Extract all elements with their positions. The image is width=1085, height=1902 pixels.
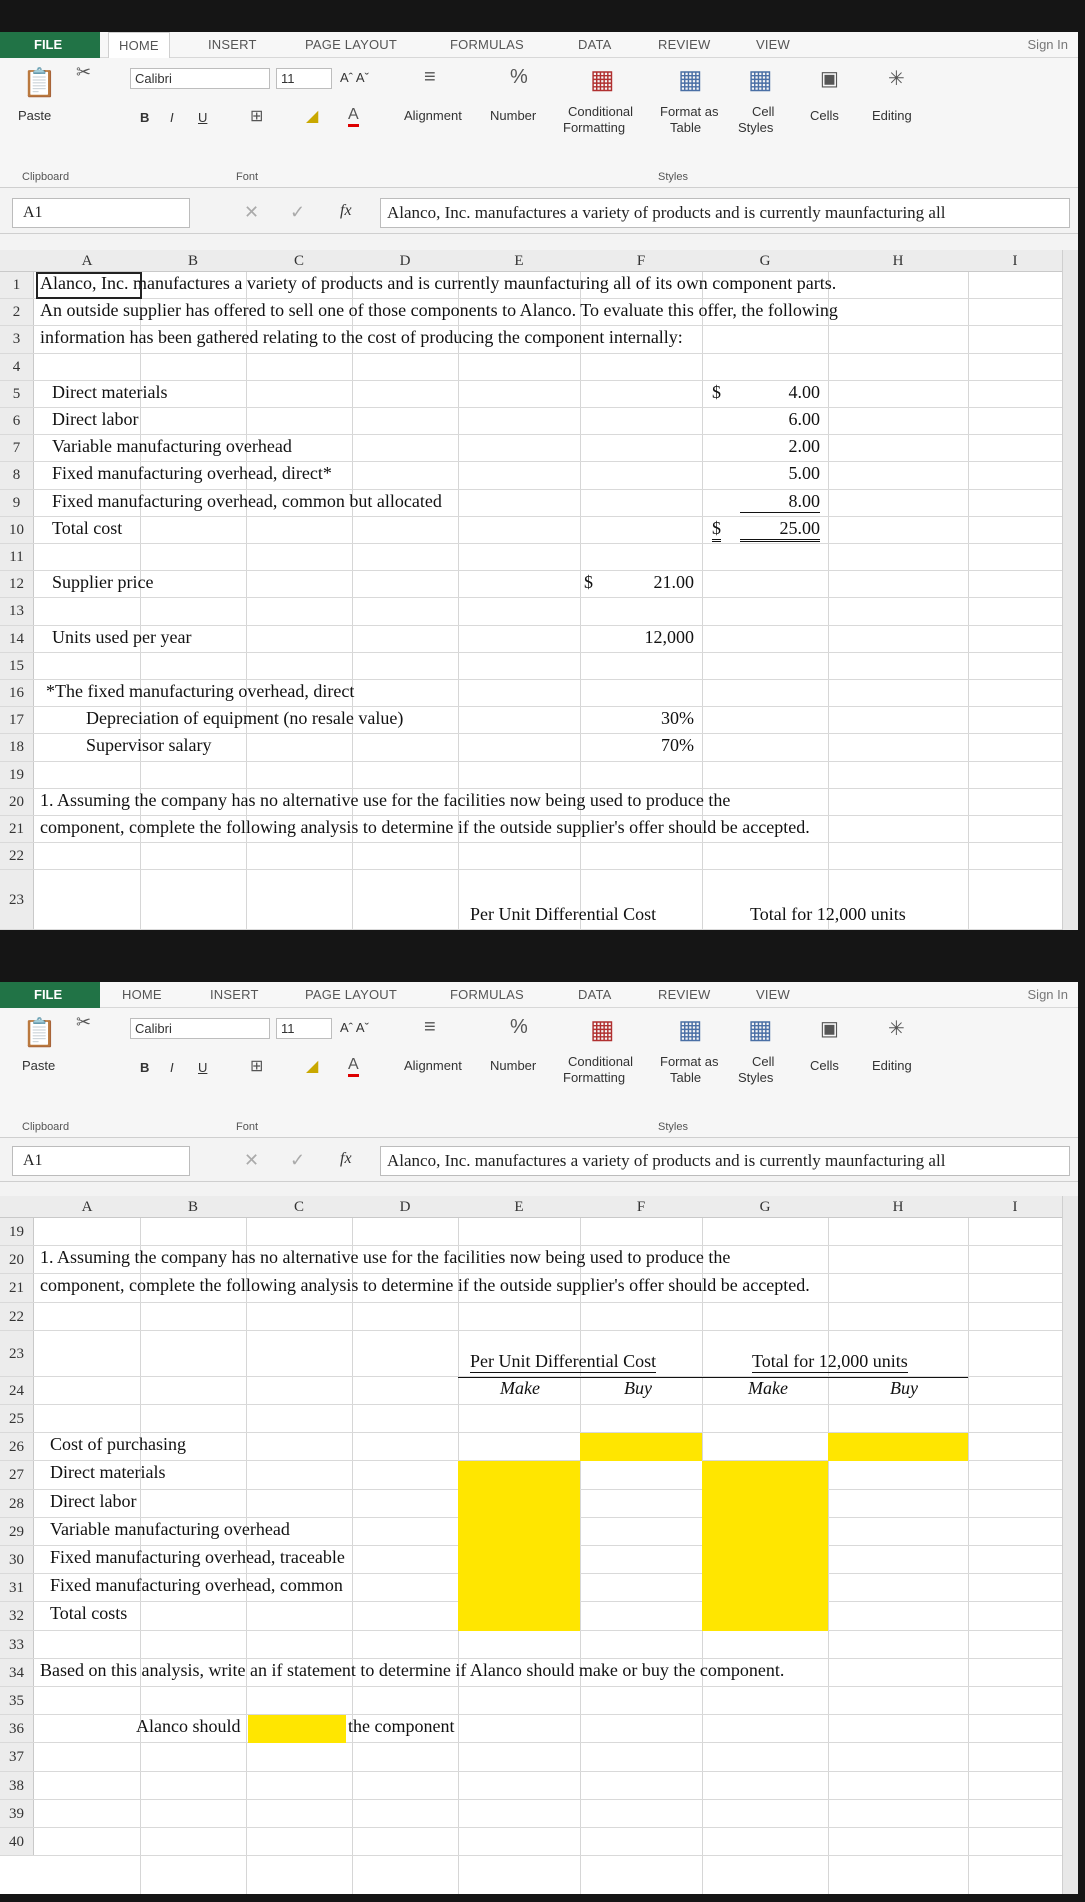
styles-group-label: Styles: [658, 1121, 688, 1133]
editing-button[interactable]: Editing: [872, 108, 912, 123]
tab-page-layout[interactable]: PAGE LAYOUT: [305, 987, 398, 1002]
sheet-row: [0, 544, 1062, 571]
cell-f18-value: 70%: [661, 735, 694, 756]
cell-f17-value: 30%: [661, 708, 694, 729]
row-header[interactable]: 30: [0, 1546, 34, 1573]
font-grow-shrink-button[interactable]: Aˆ Aˇ: [340, 1020, 369, 1035]
row-header[interactable]: 2: [0, 299, 34, 325]
editing-button[interactable]: Editing: [872, 1058, 912, 1073]
cells-icon[interactable]: ▣: [820, 68, 839, 90]
col-header-f[interactable]: F: [636, 1199, 646, 1215]
italic-button[interactable]: I: [170, 1060, 174, 1075]
col-header-e[interactable]: E: [514, 1199, 524, 1215]
cells-button[interactable]: Cells: [810, 1058, 839, 1073]
font-name-select[interactable]: Calibri: [130, 68, 270, 89]
clipboard-group-label: Clipboard: [22, 1121, 70, 1133]
cells-button[interactable]: Cells: [810, 108, 839, 123]
tab-insert[interactable]: INSERT: [210, 987, 259, 1002]
cell-a32-text: Total costs: [50, 1603, 128, 1624]
sign-in-link[interactable]: Sign In: [1027, 987, 1068, 1002]
formula-input[interactable]: Alanco, Inc. manufactures a variety of products and is currently maunfacturing all: [380, 1146, 1070, 1176]
cell-h6-value: 6.00: [788, 409, 820, 429]
file-tab[interactable]: FILE: [0, 982, 100, 1008]
input-cell-f26[interactable]: [580, 1433, 702, 1461]
cell-f12-dollar: $: [584, 572, 593, 593]
number-button[interactable]: Number: [490, 1058, 537, 1073]
sheet-row: [0, 272, 1062, 299]
cell-h7-value: 2.00: [788, 436, 820, 457]
cell-a27-text: Direct materials: [50, 1462, 166, 1483]
sheet-row: [0, 843, 1062, 870]
row-header[interactable]: 16: [0, 680, 34, 706]
sheet-row: [0, 1715, 1062, 1743]
col-header-i[interactable]: I: [1012, 1199, 1018, 1215]
cut-icon[interactable]: ✂: [76, 62, 92, 82]
sheet-row: [0, 462, 1062, 489]
cell-g24-make: Make: [748, 1377, 788, 1398]
alignment-button[interactable]: Alignment: [404, 1058, 462, 1073]
sheet-row: [0, 1303, 1062, 1331]
cell-b36-text: Alanco should: [136, 1716, 241, 1737]
row-header[interactable]: 24: [0, 1377, 34, 1404]
col-header-a[interactable]: A: [81, 253, 93, 269]
tab-page-layout[interactable]: PAGE LAYOUT: [305, 37, 398, 52]
sheet-row: [0, 517, 1062, 544]
cell-h5-value: 4.00: [788, 381, 820, 402]
font-size-select[interactable]: 11: [276, 68, 332, 89]
tab-data[interactable]: DATA: [578, 37, 612, 52]
binoculars-icon[interactable]: ✳: [888, 1018, 905, 1040]
cell-a5-text: Direct materials: [52, 381, 168, 402]
cell-a31-text: Fixed manufacturing overhead, common: [50, 1575, 343, 1596]
col-header-f[interactable]: F: [636, 253, 646, 269]
conditional-formatting-label2: Formatting: [563, 120, 626, 135]
input-range-g27-g32[interactable]: [702, 1461, 828, 1630]
sheet-row: [0, 571, 1062, 598]
cell-g23-header: Total for 12,000 units: [750, 904, 906, 925]
cell-g23-header: Total for 12,000 units: [752, 1350, 908, 1371]
col-header-c[interactable]: C: [293, 1199, 304, 1215]
sheet-row: [0, 1246, 1062, 1274]
row-header[interactable]: 5: [0, 381, 34, 407]
col-header-a[interactable]: A: [81, 1199, 93, 1215]
sheet-row: [0, 1743, 1062, 1771]
sheet-row: [0, 1377, 1062, 1405]
ribbon-tabs: [0, 32, 1078, 58]
col-header-i[interactable]: I: [1012, 253, 1018, 269]
row-header[interactable]: 36: [0, 1715, 34, 1742]
row-header[interactable]: 23: [0, 1331, 34, 1376]
formula-bar: [0, 194, 1078, 234]
row-header[interactable]: 35: [0, 1687, 34, 1714]
cell-a8-text: Fixed manufacturing overhead, direct*: [52, 463, 332, 484]
col-header-g[interactable]: G: [759, 253, 771, 269]
sheet-row: [0, 1274, 1062, 1302]
sheet-row: [0, 1800, 1062, 1828]
excel-window-top: [0, 32, 1078, 930]
cell-a34-text: Based on this analysis, write an if statement to determine if Alanco should make or buy the component.: [40, 1659, 785, 1680]
font-name-select[interactable]: Calibri: [130, 1018, 270, 1039]
cell-a21-text: component, complete the following analysis to determine if the outside supplier's offer should be accepted.: [40, 1275, 810, 1296]
sheet-row: [0, 734, 1062, 761]
ribbon-home: [0, 1008, 1078, 1138]
col-header-b[interactable]: B: [187, 1199, 198, 1215]
borders-icon[interactable]: ⊞: [250, 1058, 264, 1075]
row-header[interactable]: 10: [0, 517, 34, 543]
font-color-icon[interactable]: A: [348, 106, 359, 127]
cell-a26-text: Cost of purchasing: [50, 1434, 186, 1455]
sheet-row: [0, 626, 1062, 653]
cell-h10-value: 25.00: [740, 518, 820, 542]
col-header-h[interactable]: H: [892, 253, 904, 269]
row-header[interactable]: 19: [0, 762, 34, 788]
number-button[interactable]: Number: [490, 108, 537, 123]
font-color-icon[interactable]: A: [348, 1056, 359, 1077]
cell-e23-header: Per Unit Differential Cost: [470, 1350, 657, 1371]
sheet-row: [0, 1772, 1062, 1800]
cell-f14-value: 12,000: [644, 626, 694, 647]
conditional-formatting-icon[interactable]: ▦: [590, 64, 615, 94]
font-group-label: Font: [236, 171, 259, 183]
row-header[interactable]: 20: [0, 1246, 34, 1273]
cell-f12-value: 21.00: [653, 572, 694, 593]
sheet-row: [0, 326, 1062, 353]
row-header[interactable]: 29: [0, 1518, 34, 1545]
percent-icon[interactable]: %: [510, 1016, 528, 1038]
sheet-row: [0, 1405, 1062, 1433]
col-header-h[interactable]: H: [892, 1199, 904, 1215]
cell-a2-text: An outside supplier has offered to sell one of those components to Alanco. To evaluate this offer, the following: [40, 300, 838, 321]
cell-a16-text: *The fixed manufacturing overhead, direct: [46, 681, 355, 701]
sheet-row: [0, 381, 1062, 408]
alignment-button[interactable]: Alignment: [404, 108, 462, 123]
cell-a10-text: Total cost: [52, 517, 123, 538]
paste-icon[interactable]: 📋: [22, 1017, 57, 1048]
row-header[interactable]: 20: [0, 789, 34, 815]
cell-selection: [36, 272, 142, 299]
sheet-row: [0, 1687, 1062, 1715]
row-header[interactable]: 4: [0, 354, 34, 380]
cells-icon[interactable]: ▣: [820, 1018, 839, 1040]
row-header[interactable]: 21: [0, 1274, 34, 1301]
cell-styles-label2: Styles: [738, 1070, 774, 1085]
row-header[interactable]: 25: [0, 1405, 34, 1432]
cell-a20-text: 1. Assuming the company has no alternative use for the facilities now being used to produce the: [40, 1247, 731, 1268]
enter-icon[interactable]: ✓: [290, 202, 306, 222]
col-header-g[interactable]: G: [759, 1199, 771, 1215]
row-header[interactable]: 26: [0, 1433, 34, 1460]
row-header[interactable]: 38: [0, 1772, 34, 1799]
tab-view[interactable]: VIEW: [756, 987, 791, 1002]
fill-color-icon[interactable]: ◢: [306, 108, 319, 125]
sheet-row: [0, 1659, 1062, 1687]
tab-review[interactable]: REVIEW: [658, 987, 711, 1002]
sheet-row: [0, 789, 1062, 816]
cell-a18-text: Supervisor salary: [86, 735, 212, 756]
row-header[interactable]: 28: [0, 1490, 34, 1517]
cell-h24-buy: Buy: [890, 1377, 918, 1398]
cell-styles-icon[interactable]: ▦: [748, 64, 773, 94]
conditional-formatting-button[interactable]: Conditional: [568, 104, 634, 119]
col-header-b[interactable]: B: [187, 253, 198, 269]
styles-group-label: Styles: [658, 171, 688, 183]
sheet-row: [0, 490, 1062, 517]
cell-g10-dollar: $: [712, 518, 721, 542]
row-header[interactable]: 19: [0, 1218, 34, 1245]
bold-button[interactable]: B: [140, 1060, 150, 1075]
row-header[interactable]: 32: [0, 1602, 34, 1629]
name-box[interactable]: A1: [12, 198, 190, 228]
paste-button[interactable]: Paste: [18, 108, 52, 123]
format-as-table-icon[interactable]: ▦: [678, 1014, 703, 1044]
row-header[interactable]: 3: [0, 326, 34, 352]
sheet-row: [0, 1218, 1062, 1246]
row-header[interactable]: 17: [0, 707, 34, 733]
underline-button[interactable]: U: [198, 1060, 208, 1075]
sheet-row: [0, 653, 1062, 680]
paste-button[interactable]: Paste: [22, 1058, 56, 1073]
cell-h8-value: 5.00: [788, 463, 820, 484]
vertical-scrollbar[interactable]: [1062, 250, 1078, 930]
col-header-e[interactable]: E: [514, 253, 524, 269]
sign-in-link[interactable]: Sign In: [1027, 37, 1068, 52]
row-header[interactable]: 40: [0, 1828, 34, 1855]
excel-window-bottom: [0, 982, 1078, 1894]
tab-formulas[interactable]: FORMULAS: [450, 37, 524, 52]
row-header[interactable]: 13: [0, 598, 34, 624]
row-header[interactable]: 21: [0, 816, 34, 842]
cell-a6-text: Direct labor: [52, 409, 139, 429]
row-header[interactable]: 37: [0, 1743, 34, 1770]
tab-formulas[interactable]: FORMULAS: [450, 987, 524, 1002]
paste-icon[interactable]: 📋: [22, 67, 57, 98]
fill-color-icon[interactable]: ◢: [306, 1058, 319, 1075]
sheet-row: [0, 1631, 1062, 1659]
col-header-c[interactable]: C: [293, 253, 304, 269]
row-header[interactable]: 33: [0, 1631, 34, 1658]
sheet-row: [0, 598, 1062, 625]
row-header[interactable]: 18: [0, 734, 34, 760]
row-header[interactable]: 7: [0, 435, 34, 461]
name-box[interactable]: A1: [12, 1146, 190, 1176]
cell-a14-text: Units used per year: [52, 626, 192, 647]
file-tab[interactable]: FILE: [0, 32, 100, 58]
percent-icon[interactable]: %: [510, 66, 528, 88]
input-cell-c36[interactable]: [248, 1715, 346, 1743]
enter-icon[interactable]: ✓: [290, 1150, 306, 1170]
cell-styles-button[interactable]: Cell: [752, 104, 775, 119]
tab-view[interactable]: VIEW: [756, 37, 791, 52]
row-header[interactable]: 15: [0, 653, 34, 679]
font-grow-shrink-button[interactable]: Aˆ Aˇ: [340, 70, 369, 85]
row-header[interactable]: 11: [0, 544, 34, 570]
sheet-row: [0, 762, 1062, 789]
row-header[interactable]: 6: [0, 408, 34, 434]
cell-a30-text: Fixed manufacturing overhead, traceable: [50, 1547, 345, 1567]
tab-review[interactable]: REVIEW: [658, 37, 711, 52]
borders-icon[interactable]: ⊞: [250, 108, 264, 125]
cell-e23-header: Per Unit Differential Cost: [470, 904, 657, 925]
cell-a17-text: Depreciation of equipment (no resale value): [86, 708, 404, 729]
column-headers: [0, 250, 1078, 272]
row-header[interactable]: 9: [0, 490, 34, 516]
sheet-row: [0, 435, 1062, 462]
sheet-row: [0, 1828, 1062, 1856]
tab-insert[interactable]: INSERT: [208, 37, 257, 52]
font-group-label: Font: [236, 1121, 259, 1133]
cell-a7-text: Variable manufacturing overhead: [52, 436, 292, 457]
clipboard-group-label: Clipboard: [22, 171, 70, 183]
sheet-row: [0, 354, 1062, 381]
cell-styles-icon[interactable]: ▦: [748, 1014, 773, 1044]
cell-a29-text: Variable manufacturing overhead: [50, 1518, 290, 1539]
cell-e24-make: Make: [500, 1377, 540, 1398]
italic-button[interactable]: I: [170, 110, 174, 125]
alignment-icon[interactable]: ≡: [424, 66, 436, 88]
fx-icon[interactable]: fx: [340, 1150, 352, 1167]
row-header[interactable]: 22: [0, 1303, 34, 1330]
vertical-scrollbar[interactable]: [1062, 1196, 1078, 1894]
row-header[interactable]: 8: [0, 462, 34, 488]
cell-a1-text: Alanco, Inc. manufactures a variety of products and is currently maunfacturing all of its own component parts.: [40, 273, 837, 293]
row-header[interactable]: 34: [0, 1659, 34, 1686]
cell-a20-text: 1. Assuming the company has no alternative use for the facilities now being used to produce the: [40, 789, 731, 810]
sheet-row: [0, 408, 1062, 435]
cell-d36-text: the component: [348, 1716, 455, 1737]
row-header[interactable]: 31: [0, 1574, 34, 1601]
cell-f24-buy: Buy: [624, 1377, 652, 1398]
input-cell-h26[interactable]: [828, 1433, 968, 1461]
ribbon-home: [0, 58, 1078, 188]
tab-data[interactable]: DATA: [578, 987, 612, 1002]
row-header[interactable]: 23: [0, 870, 34, 929]
format-as-table-icon[interactable]: ▦: [678, 64, 703, 94]
cell-g5-dollar: $: [712, 381, 721, 402]
row-header[interactable]: 22: [0, 843, 34, 869]
cell-a28-text: Direct labor: [50, 1490, 137, 1511]
format-as-table-button[interactable]: Format as: [660, 1054, 719, 1069]
fx-icon[interactable]: fx: [340, 202, 352, 219]
format-as-table-label2: Table: [670, 120, 702, 135]
column-headers: [0, 1196, 1078, 1218]
conditional-formatting-button[interactable]: Conditional: [568, 1054, 634, 1069]
col-header-d[interactable]: D: [399, 253, 411, 269]
cell-a9-text: Fixed manufacturing overhead, common but allocated: [52, 490, 442, 511]
cell-a12-text: Supplier price: [52, 572, 154, 593]
format-as-table-button[interactable]: Format as: [660, 104, 719, 119]
cancel-icon[interactable]: ✕: [244, 1150, 260, 1170]
row-header[interactable]: 39: [0, 1800, 34, 1827]
sheet-row: [0, 1331, 1062, 1377]
header-underline: [458, 1377, 968, 1378]
font-size-select[interactable]: 11: [276, 1018, 332, 1039]
conditional-formatting-label2: Formatting: [563, 1070, 626, 1085]
tab-home[interactable]: HOME: [108, 32, 170, 58]
sheet-row: [0, 870, 1062, 930]
cell-styles-button[interactable]: Cell: [752, 1054, 775, 1069]
underline-button[interactable]: U: [198, 110, 208, 125]
cell-styles-label2: Styles: [738, 120, 774, 135]
bold-button[interactable]: B: [140, 110, 150, 125]
row-header[interactable]: 1: [0, 272, 34, 298]
format-as-table-label2: Table: [670, 1070, 702, 1085]
sheet-row: [0, 707, 1062, 734]
formula-input[interactable]: Alanco, Inc. manufactures a variety of products and is currently maunfacturing all: [380, 198, 1070, 228]
col-header-d[interactable]: D: [399, 1199, 411, 1215]
sheet-row: [0, 680, 1062, 707]
cell-a21-text: component, complete the following analysis to determine if the outside supplier's offer should be accepted.: [40, 817, 810, 837]
cell-h9-value: 8.00: [740, 491, 820, 513]
cancel-icon[interactable]: ✕: [244, 202, 260, 222]
row-header[interactable]: 14: [0, 626, 34, 652]
formula-bar: [0, 1142, 1078, 1182]
cell-a3-text: information has been gathered relating to the cost of producing the component internally:: [40, 327, 683, 348]
row-header[interactable]: 12: [0, 571, 34, 597]
row-header[interactable]: 27: [0, 1461, 34, 1488]
binoculars-icon[interactable]: ✳: [888, 68, 905, 90]
ribbon-tabs: [0, 982, 1078, 1008]
tab-home[interactable]: HOME: [122, 987, 162, 1002]
alignment-icon[interactable]: ≡: [424, 1016, 436, 1038]
worksheet-grid-top[interactable]: [0, 272, 1062, 930]
sheet-row: [0, 816, 1062, 843]
sheet-row: [0, 299, 1062, 326]
input-range-e27-e32[interactable]: [458, 1461, 580, 1630]
conditional-formatting-icon[interactable]: ▦: [590, 1014, 615, 1044]
cut-icon[interactable]: ✂: [76, 1012, 92, 1032]
worksheet-grid-bottom[interactable]: [0, 1218, 1062, 1894]
